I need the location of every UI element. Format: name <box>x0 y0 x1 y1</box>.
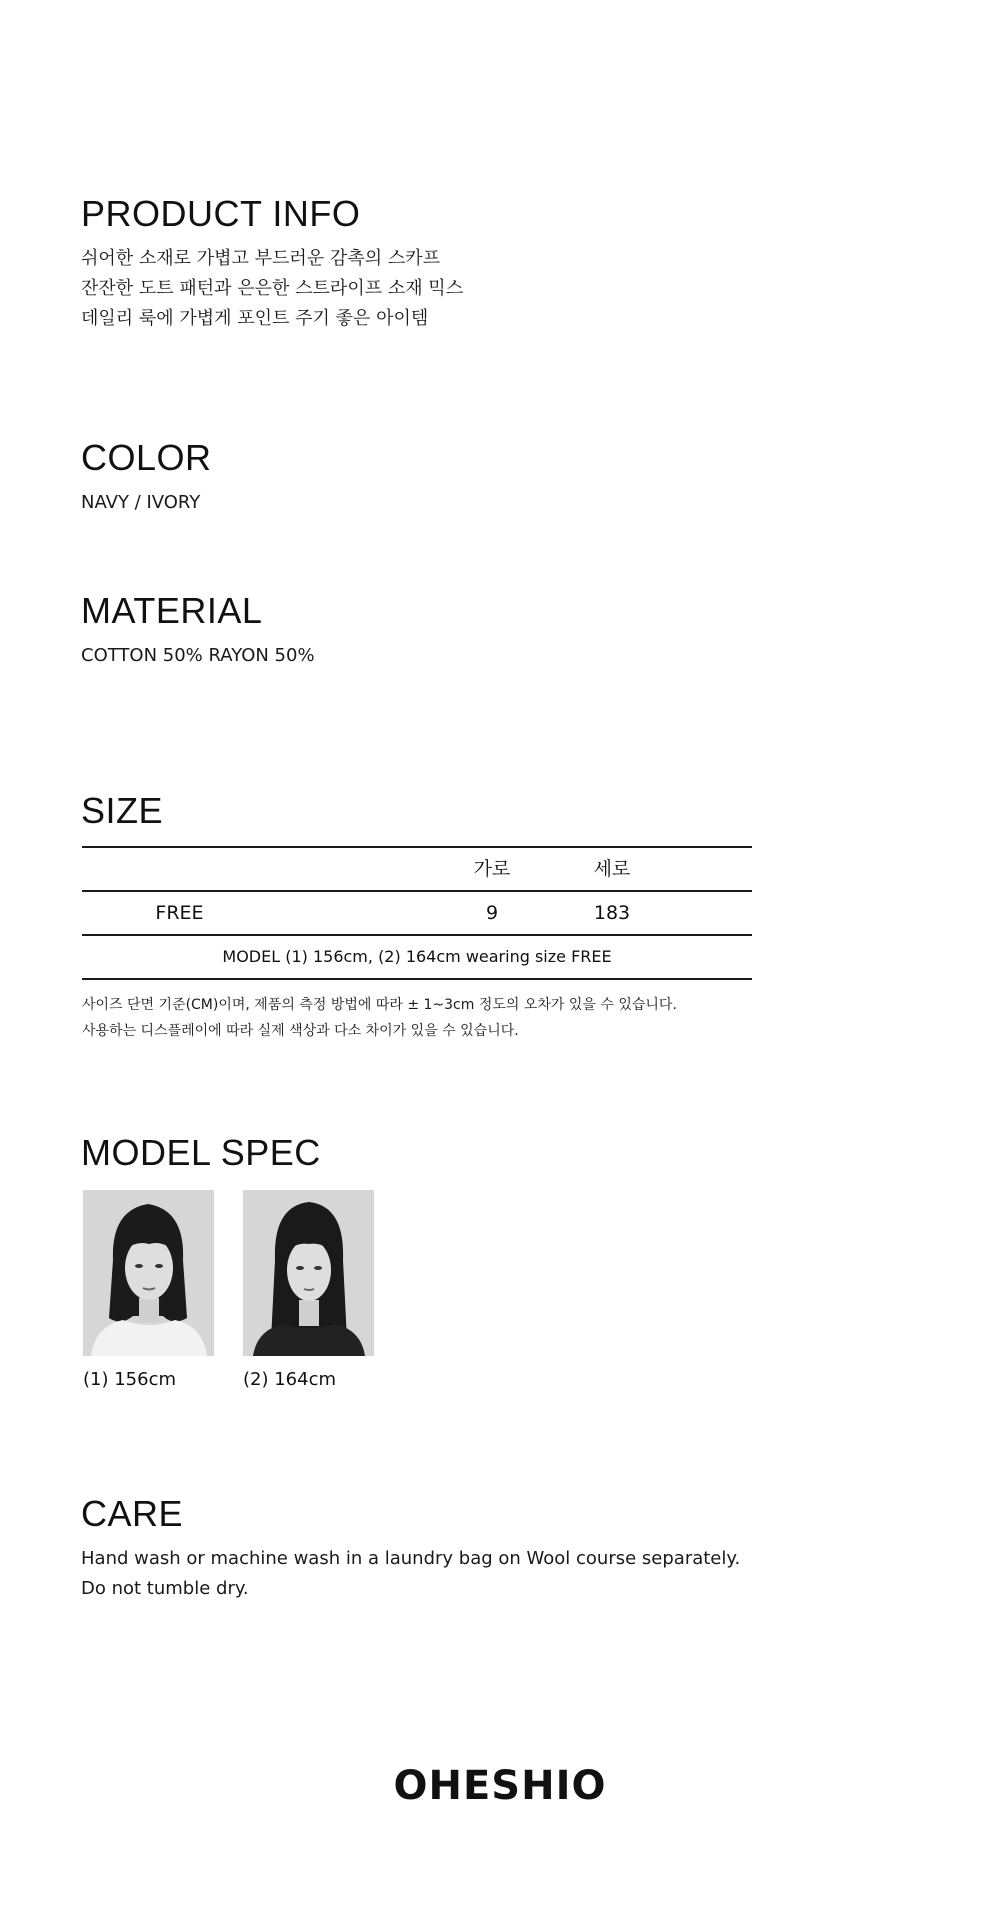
size-notes <box>82 992 677 1044</box>
color-value: NAVY / IVORY <box>81 492 201 513</box>
care-line: Do not tumble dry. <box>81 1578 249 1599</box>
model-photo-1 <box>83 1190 214 1356</box>
table-rule <box>82 978 752 980</box>
model-card-2 <box>243 1190 374 1392</box>
table-header-row <box>82 848 752 890</box>
table-row <box>82 892 752 934</box>
product-info-line: 쉬어한 소재로 가볍고 부드러운 감촉의 스카프 <box>81 248 440 269</box>
model-portrait-1 <box>83 1190 214 1356</box>
model-caption-2: (2) 164cm <box>243 1369 337 1390</box>
care-instructions <box>81 1544 740 1604</box>
size-table <box>82 846 752 980</box>
care-title: CARE <box>81 1493 184 1534</box>
brand-logo: OHESHIO <box>393 1763 607 1809</box>
product-info-line: 잔잔한 도트 패턴과 은은한 스트라이프 소재 믹스 <box>81 278 464 299</box>
color-title: COLOR <box>81 437 212 478</box>
model-caption-1: (1) 156cm <box>83 1369 177 1390</box>
header-length-cell: 세로 <box>593 858 631 880</box>
material-title: MATERIAL <box>81 590 263 631</box>
size-title: SIZE <box>81 790 164 831</box>
model-spec-title: MODEL SPEC <box>81 1132 321 1173</box>
header-label-cell <box>82 848 277 890</box>
size-label-cell: FREE <box>155 902 204 924</box>
model-photo-2 <box>243 1190 374 1356</box>
product-info-description <box>81 244 463 334</box>
size-note-line: 사용하는 디스플레이에 따라 실제 색상과 다소 차이가 있을 수 있습니다. <box>82 1023 519 1039</box>
model-size-note: MODEL (1) 156cm, (2) 164cm wearing size FREE <box>222 947 612 966</box>
size-width-cell: 9 <box>485 902 499 924</box>
size-length-cell: 183 <box>593 902 631 924</box>
product-info-title: PRODUCT INFO <box>81 193 361 234</box>
care-line: Hand wash or machine wash in a laundry bag on Wool course separately. <box>81 1548 741 1569</box>
size-note-line: 사이즈 단면 기준(CM)이며, 제품의 측정 방법에 따라 ± 1~3cm 정도의 오차가 있을 수 있습니다. <box>82 997 677 1013</box>
header-width-cell: 가로 <box>473 858 511 880</box>
model-card-1 <box>83 1190 214 1392</box>
material-value: COTTON 50% RAYON 50% <box>81 645 315 666</box>
model-portrait-2 <box>243 1190 374 1356</box>
product-info-line: 데일리 룩에 가볍게 포인트 주기 좋은 아이템 <box>81 308 429 329</box>
